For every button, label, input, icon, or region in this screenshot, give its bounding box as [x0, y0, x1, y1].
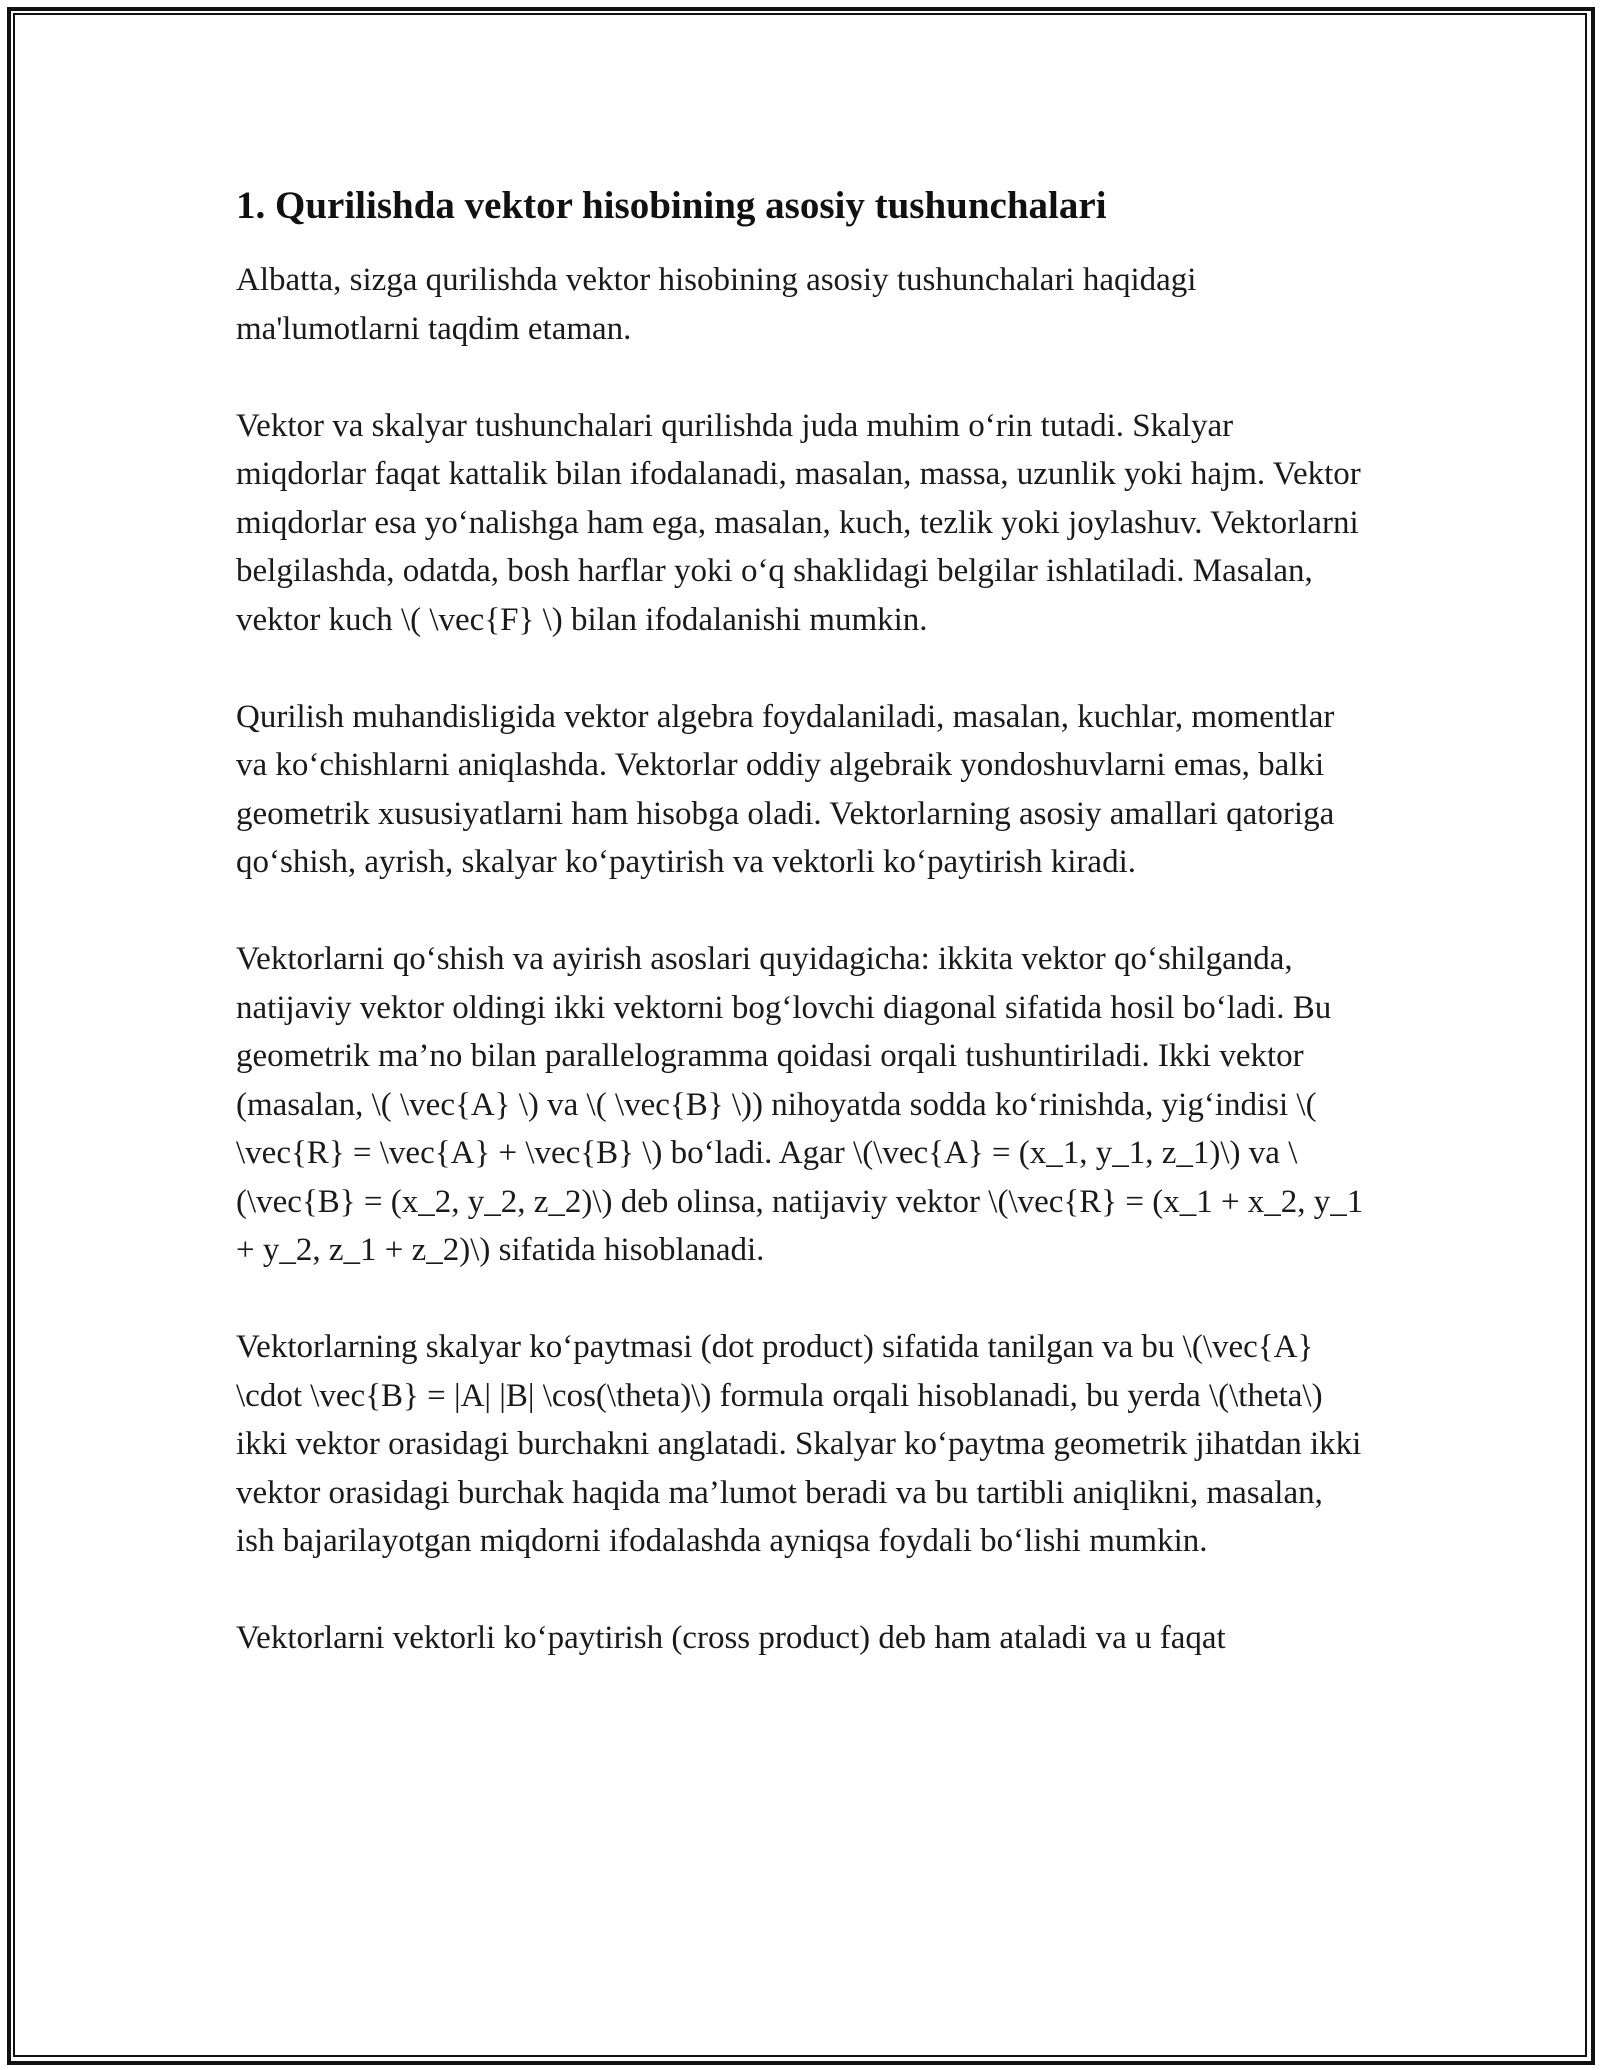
- paragraph-vector-scalar: Vektor va skalyar tushunchalari qurilishda juda muhim o‘rin tutadi. Skalyar miqdorlar faqat kattalik bilan ifodalanadi, masalan, massa, uzunlik yoki hajm. Vektor miqdorlar esa yo‘nalishga ham ega, masalan, kuch, tezlik yoki joylashuv. Vektorlarni belgilashda, odatda, bosh harflar yoki o‘q shaklidagi belgilar ishlatiladi. Masalan, vektor kuch \( \vec{F} \) bilan ifodalanishi mumkin.: [236, 407, 1361, 638]
- paragraph-vector-addition: Vektorlarni qo‘shish va ayirish asoslari quyidagicha: ikkita vektor qo‘shilganda, natijaviy vektor oldingi ikki vektorni bog‘lovchi diagonal sifatida hosil bo‘ladi. Bu geometrik ma’no bilan parallelogramma qoidasi orqali tushuntiriladi. Ikki vektor (masalan, \( \vec{A} \) va \( \vec{B} \)) nihoyatda sodda ko‘rinishda, yig‘indisi \( \vec{R} = \vec{A} + \vec{B} \) bo‘ladi. Agar \(\vec{A} = (x_1, y_1, z_1)\) va \(\vec{B} = (x_2, y_2, z_2)\) deb olinsa, natijaviy vektor \(\vec{R} = (x_1 + x_2, y_1 + y_2, z_1 + z_2)\) sifatida hisoblanadi.: [236, 941, 1364, 1268]
- document-body: [236, 182, 1366, 1711]
- paragraph-cross-product: Vektorlarni vektorli ko‘paytirish (cross product) deb ham ataladi va u faqat: [236, 1620, 1226, 1656]
- paragraph-vector-algebra: Qurilish muhandisligida vektor algebra foydalaniladi, masalan, kuchlar, momentlar va ko‘chishlarni aniqlashda. Vektorlar oddiy algebraik yondoshuvlarni emas, balki geometrik xususiyatlarni ham hisobga oladi. Vektorlarning asosiy amallari qatoriga qo‘shish, ayrish, skalyar ko‘paytirish va vektorli ko‘paytirish kiradi.: [236, 698, 1335, 880]
- paragraph-dot-product: Vektorlarning skalyar ko‘paytmasi (dot product) sifatida tanilgan va bu \(\vec{A} \cdot \vec{B} = |A| |B| \cos(\theta)\) formula orqali hisoblanadi, bu yerda \(\theta\) ikki vektor orasidagi burchakni anglatadi. Skalyar ko‘paytma geometrik jihatdan ikki vektor orasidagi burchak haqida ma’lumot beradi va bu tartibli aniqlikni, masalan, ish bajarilayotgan miqdorni ifodalashda ayniqsa foydali bo‘lishi mumkin.: [236, 1329, 1362, 1559]
- paragraph-intro: Albatta, sizga qurilishda vektor hisobining asosiy tushunchalari haqidagi ma'lumotlarni taqdim etaman.: [236, 262, 1197, 347]
- page-title: 1. Qurilishda vektor hisobining asosiy tushunchalari: [236, 184, 1107, 227]
